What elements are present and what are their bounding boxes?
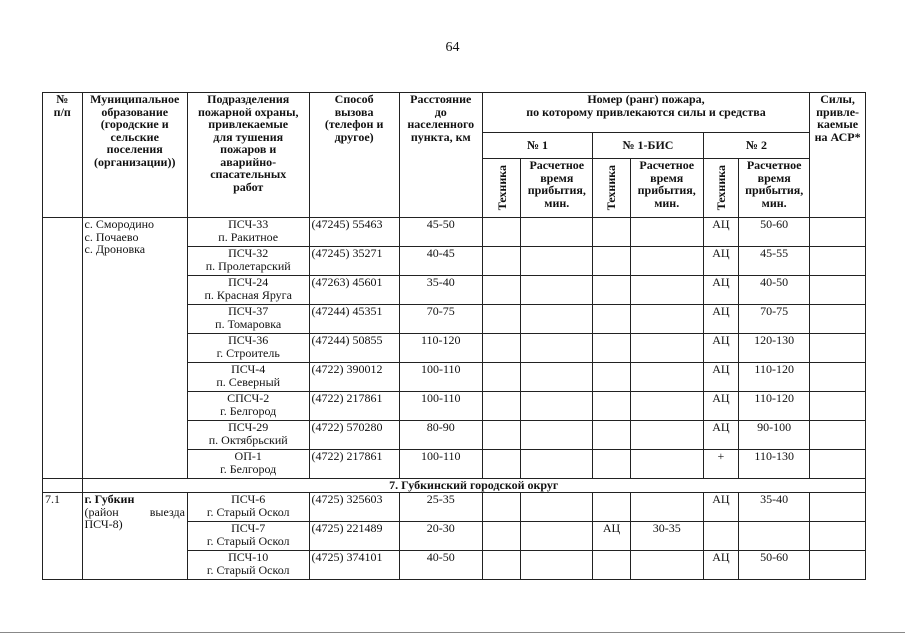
rank1bis-tech-cell xyxy=(593,363,630,392)
rank2-tech-cell: АЦ xyxy=(703,247,738,276)
rank2-time-cell: 90-100 xyxy=(739,421,810,450)
asr-cell xyxy=(810,334,866,363)
rank1-tech-cell xyxy=(482,392,521,421)
rank1-time-cell xyxy=(521,305,593,334)
rank1bis-tech-cell xyxy=(593,276,630,305)
rank1bis-time-cell xyxy=(630,363,703,392)
table-row xyxy=(43,218,866,247)
distance-cell: 25-35 xyxy=(399,493,482,522)
rank1bis-time-cell xyxy=(630,247,703,276)
unit-cell: ПСЧ-33 п. Ракитное xyxy=(187,218,309,247)
header-time-1: Расчетное время прибытия, мин. xyxy=(521,159,593,218)
municipality-cell: с. Смородино с. Почаево с. Дроновка xyxy=(82,218,187,479)
municipality-cell xyxy=(82,493,187,580)
asr-cell xyxy=(810,450,866,479)
rank2-time-cell: 50-60 xyxy=(739,551,810,580)
num-cell: 7.1 xyxy=(43,493,83,580)
phone-cell: (47244) 45351 xyxy=(309,305,399,334)
asr-cell xyxy=(810,522,866,551)
header-asr: Силы, привле- каемые на АСР* xyxy=(810,93,866,218)
rank2-time-cell: 70-75 xyxy=(739,305,810,334)
rank2-tech-cell: + xyxy=(703,450,738,479)
section-num-cell xyxy=(43,479,83,493)
rank2-time-cell xyxy=(739,522,810,551)
header-tech-2: Техника xyxy=(703,159,738,218)
distance-cell: 100-110 xyxy=(399,450,482,479)
municipality-sub-3: ПСЧ-8) xyxy=(84,517,123,531)
phone-cell: (47245) 55463 xyxy=(309,218,399,247)
page-number: 64 xyxy=(445,40,460,55)
rank1-time-cell xyxy=(521,276,593,305)
rank1bis-tech-cell xyxy=(593,247,630,276)
rank1bis-time-cell xyxy=(630,276,703,305)
rank2-tech-cell: АЦ xyxy=(703,305,738,334)
rank1-tech-cell xyxy=(482,276,521,305)
phone-cell: (4722) 570280 xyxy=(309,421,399,450)
rank1bis-time-cell xyxy=(630,493,703,522)
asr-cell xyxy=(810,247,866,276)
rank1bis-tech-cell xyxy=(593,551,630,580)
rank2-tech-cell: АЦ xyxy=(703,421,738,450)
rank1-tech-cell xyxy=(482,363,521,392)
rank2-tech-cell xyxy=(703,522,738,551)
header-fire-rank: Номер (ранг) пожара, по которому привлекаются силы и средства xyxy=(482,93,809,133)
asr-cell xyxy=(810,392,866,421)
rank1bis-time-cell: 30-35 xyxy=(630,522,703,551)
header-time-2: Расчетное время прибытия, мин. xyxy=(739,159,810,218)
header-units: Подразделения пожарной охраны, привлекаемые для тушения пожаров и аварийно- спасательных работ xyxy=(187,93,309,218)
rank2-tech-cell: АЦ xyxy=(703,392,738,421)
rank1-time-cell xyxy=(521,247,593,276)
phone-cell: (47245) 35271 xyxy=(309,247,399,276)
rank1-tech-cell xyxy=(482,493,521,522)
distance-cell: 110-120 xyxy=(399,334,482,363)
header-municipality: Муниципальное образование (городские и сельские поселения (организации)) xyxy=(82,93,187,218)
rank1bis-time-cell xyxy=(630,218,703,247)
rank1-tech-cell xyxy=(482,522,521,551)
rank1bis-time-cell xyxy=(630,421,703,450)
rank1-time-cell xyxy=(521,392,593,421)
distance-cell: 70-75 xyxy=(399,305,482,334)
municipality-sub-1: (район xyxy=(84,504,119,519)
rank1bis-time-cell xyxy=(630,392,703,421)
num-cell xyxy=(43,218,83,479)
rank2-time-cell: 50-60 xyxy=(739,218,810,247)
distance-cell: 40-50 xyxy=(399,551,482,580)
page-edge-line xyxy=(0,632,905,633)
unit-cell: ПСЧ-10 г. Старый Оскол xyxy=(187,551,309,580)
rank1-time-cell xyxy=(521,421,593,450)
rank1bis-time-cell xyxy=(630,334,703,363)
unit-cell: ОП-1 г. Белгород xyxy=(187,450,309,479)
rank1bis-tech-cell xyxy=(593,334,630,363)
unit-cell: ПСЧ-32 п. Пролетарский xyxy=(187,247,309,276)
phone-cell: (4725) 221489 xyxy=(309,522,399,551)
phone-cell: (4722) 390012 xyxy=(309,363,399,392)
rank1-time-cell xyxy=(521,522,593,551)
phone-cell: (47263) 45601 xyxy=(309,276,399,305)
asr-cell xyxy=(810,421,866,450)
section-title: 7. Губкинский городской округ xyxy=(82,479,865,493)
rank1-tech-cell xyxy=(482,421,521,450)
asr-cell xyxy=(810,493,866,522)
distance-cell: 80-90 xyxy=(399,421,482,450)
rank1-tech-cell xyxy=(482,551,521,580)
rank2-time-cell: 110-120 xyxy=(739,363,810,392)
rank1-tech-cell xyxy=(482,334,521,363)
rank1bis-tech-cell xyxy=(593,421,630,450)
rank1bis-tech-cell xyxy=(593,392,630,421)
phone-cell: (4725) 325603 xyxy=(309,493,399,522)
rank2-time-cell: 110-120 xyxy=(739,392,810,421)
asr-cell xyxy=(810,218,866,247)
rank1-time-cell xyxy=(521,334,593,363)
header-tech-1: Техника xyxy=(482,159,521,218)
asr-cell xyxy=(810,305,866,334)
header-rank-1bis: № 1-БИС xyxy=(593,133,703,159)
phone-cell: (4725) 374101 xyxy=(309,551,399,580)
distance-cell: 100-110 xyxy=(399,392,482,421)
rank2-tech-cell: АЦ xyxy=(703,363,738,392)
distance-cell: 40-45 xyxy=(399,247,482,276)
header-call-method: Способ вызова (телефон и другое) xyxy=(309,93,399,218)
rank1-time-cell xyxy=(521,493,593,522)
rank1-tech-cell xyxy=(482,218,521,247)
unit-cell: ПСЧ-4 п. Северный xyxy=(187,363,309,392)
phone-cell: (4722) 217861 xyxy=(309,392,399,421)
unit-cell: ПСЧ-37 п. Томаровка xyxy=(187,305,309,334)
rank2-time-cell: 45-55 xyxy=(739,247,810,276)
unit-cell: ПСЧ-29 п. Октябрьский xyxy=(187,421,309,450)
rank1bis-time-cell xyxy=(630,551,703,580)
municipality-title: г. Губкин xyxy=(84,492,135,506)
asr-cell xyxy=(810,363,866,392)
rank1-time-cell xyxy=(521,551,593,580)
unit-cell: СПСЧ-2 г. Белгород xyxy=(187,392,309,421)
rank2-tech-cell: АЦ xyxy=(703,276,738,305)
phone-cell: (4722) 217861 xyxy=(309,450,399,479)
municipality-sub-2: выезда xyxy=(149,504,185,519)
asr-cell xyxy=(810,276,866,305)
unit-cell: ПСЧ-36 г. Строитель xyxy=(187,334,309,363)
header-time-1bis: Расчетное время прибытия, мин. xyxy=(630,159,703,218)
distance-cell: 20-30 xyxy=(399,522,482,551)
rank2-time-cell: 35-40 xyxy=(739,493,810,522)
rank2-tech-cell: АЦ xyxy=(703,334,738,363)
rank1-tech-cell xyxy=(482,450,521,479)
header-tech-1bis: Техника xyxy=(593,159,630,218)
rank2-time-cell: 110-130 xyxy=(739,450,810,479)
rank1bis-tech-cell xyxy=(593,450,630,479)
header-rank-1: № 1 xyxy=(482,133,592,159)
rank1bis-tech-cell xyxy=(593,218,630,247)
fire-resources-table xyxy=(42,92,866,580)
rank1-time-cell xyxy=(521,363,593,392)
rank2-tech-cell: АЦ xyxy=(703,493,738,522)
unit-cell: ПСЧ-7 г. Старый Оскол xyxy=(187,522,309,551)
rank2-tech-cell: АЦ xyxy=(703,551,738,580)
distance-cell: 45-50 xyxy=(399,218,482,247)
distance-cell: 35-40 xyxy=(399,276,482,305)
rank2-time-cell: 120-130 xyxy=(739,334,810,363)
unit-cell: ПСЧ-6 г. Старый Оскол xyxy=(187,493,309,522)
asr-cell xyxy=(810,551,866,580)
header-num: № п/п xyxy=(43,93,83,218)
unit-cell: ПСЧ-24 п. Красная Яруга xyxy=(187,276,309,305)
table-row xyxy=(43,493,866,522)
distance-cell: 100-110 xyxy=(399,363,482,392)
phone-cell: (47244) 50855 xyxy=(309,334,399,363)
rank1bis-tech-cell xyxy=(593,493,630,522)
rank1-time-cell xyxy=(521,450,593,479)
rank1bis-tech-cell: АЦ xyxy=(593,522,630,551)
rank1bis-tech-cell xyxy=(593,305,630,334)
rank1-time-cell xyxy=(521,218,593,247)
header-distance: Расстояние до населенного пункта, км xyxy=(399,93,482,218)
rank1bis-time-cell xyxy=(630,450,703,479)
rank1bis-time-cell xyxy=(630,305,703,334)
rank1-tech-cell xyxy=(482,305,521,334)
header-rank-2: № 2 xyxy=(703,133,809,159)
rank1-tech-cell xyxy=(482,247,521,276)
rank2-tech-cell: АЦ xyxy=(703,218,738,247)
rank2-time-cell: 40-50 xyxy=(739,276,810,305)
